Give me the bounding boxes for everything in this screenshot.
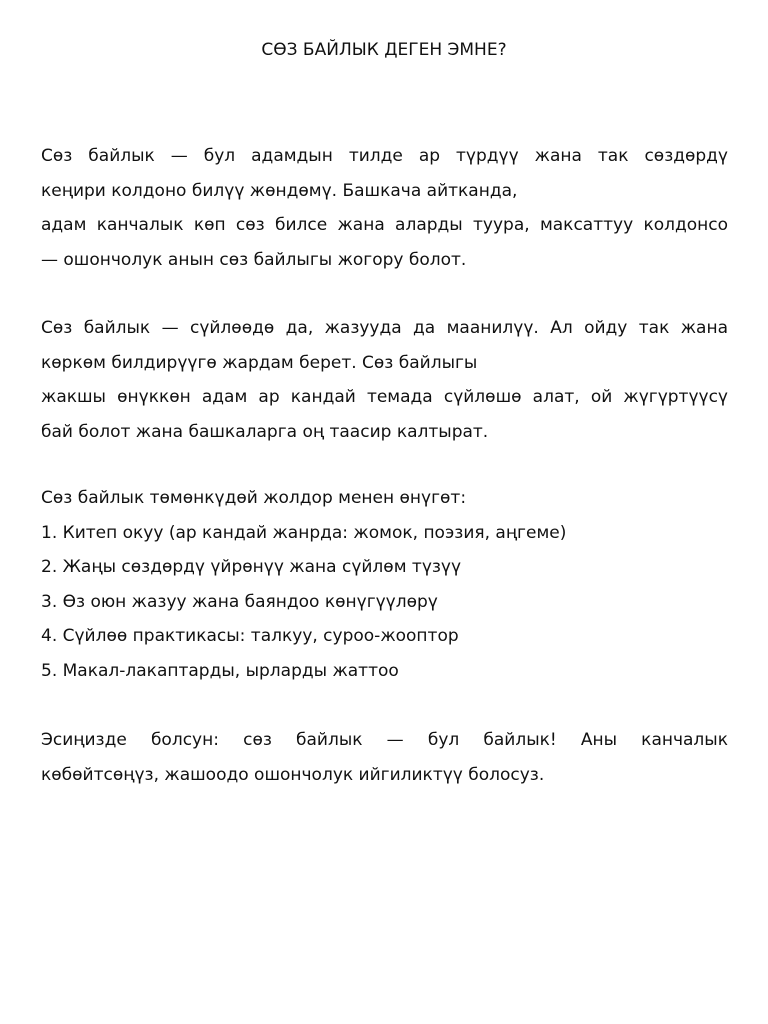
- paragraph-line: Сөз байлык — бул адамдын тилде ар түрдүү жана так сөздөрдү: [41, 146, 728, 166]
- list-item: 5. Макал-лакаптарды, ырларды жаттоо: [41, 660, 399, 681]
- list-item: 1. Китеп окуу (ар кандай жанрда: жомок, поэзия, аңгеме): [41, 522, 567, 543]
- paragraph-line: — ошончолук анын сөз байлыгы жогору болот.: [41, 249, 467, 270]
- paragraph-conclusion: [41, 723, 728, 792]
- development-list: [41, 516, 728, 689]
- paragraph-line: Сөз байлык — сүйлөөдө да, жазууда да маанилүү. Ал ойду так жана: [41, 318, 728, 338]
- page-title: СӨЗ БАЙЛЫК ДЕГЕН ЭМНЕ?: [261, 40, 507, 60]
- paragraph-development: [41, 481, 728, 688]
- list-item: 2. Жаңы сөздөрдү үйрөнүү жана сүйлөм түзүү: [41, 557, 462, 577]
- paragraph-importance: [41, 311, 728, 449]
- paragraph-line: жакшы өнүккөн адам ар кандай темада сүйлөшө алат, ой жүгүртүүсү: [41, 387, 728, 407]
- paragraph-line: бай болот жана башкаларга оң таасир калтырат.: [41, 421, 489, 442]
- paragraph-line: Эсиңизде болсун: сөз байлык — бул байлык! Аны канчалык: [41, 730, 728, 750]
- paragraph-definition: [41, 139, 728, 277]
- paragraph-line: кеңири колдоно билүү жөндөмү. Башкача айтканда,: [41, 180, 518, 201]
- list-item: 3. Өз оюн жазуу жана баяндоо көнүгүүлөрү: [41, 591, 438, 612]
- list-intro: Сөз байлык төмөнкүдөй жолдор менен өнүгөт:: [41, 488, 467, 508]
- list-item: 4. Сүйлөө практикасы: талкуу, суроо-жооптор: [41, 626, 459, 646]
- paragraph-line: адам канчалык көп сөз билсе жана аларды туура, максаттуу колдонсо: [41, 215, 728, 235]
- paragraph-line: көбөйтсөңүз, жашоодо ошончолук ийгиликтүү болосуз.: [41, 764, 545, 785]
- paragraph-line: көркөм билдирүүгө жардам берет. Сөз байлыгы: [41, 352, 478, 373]
